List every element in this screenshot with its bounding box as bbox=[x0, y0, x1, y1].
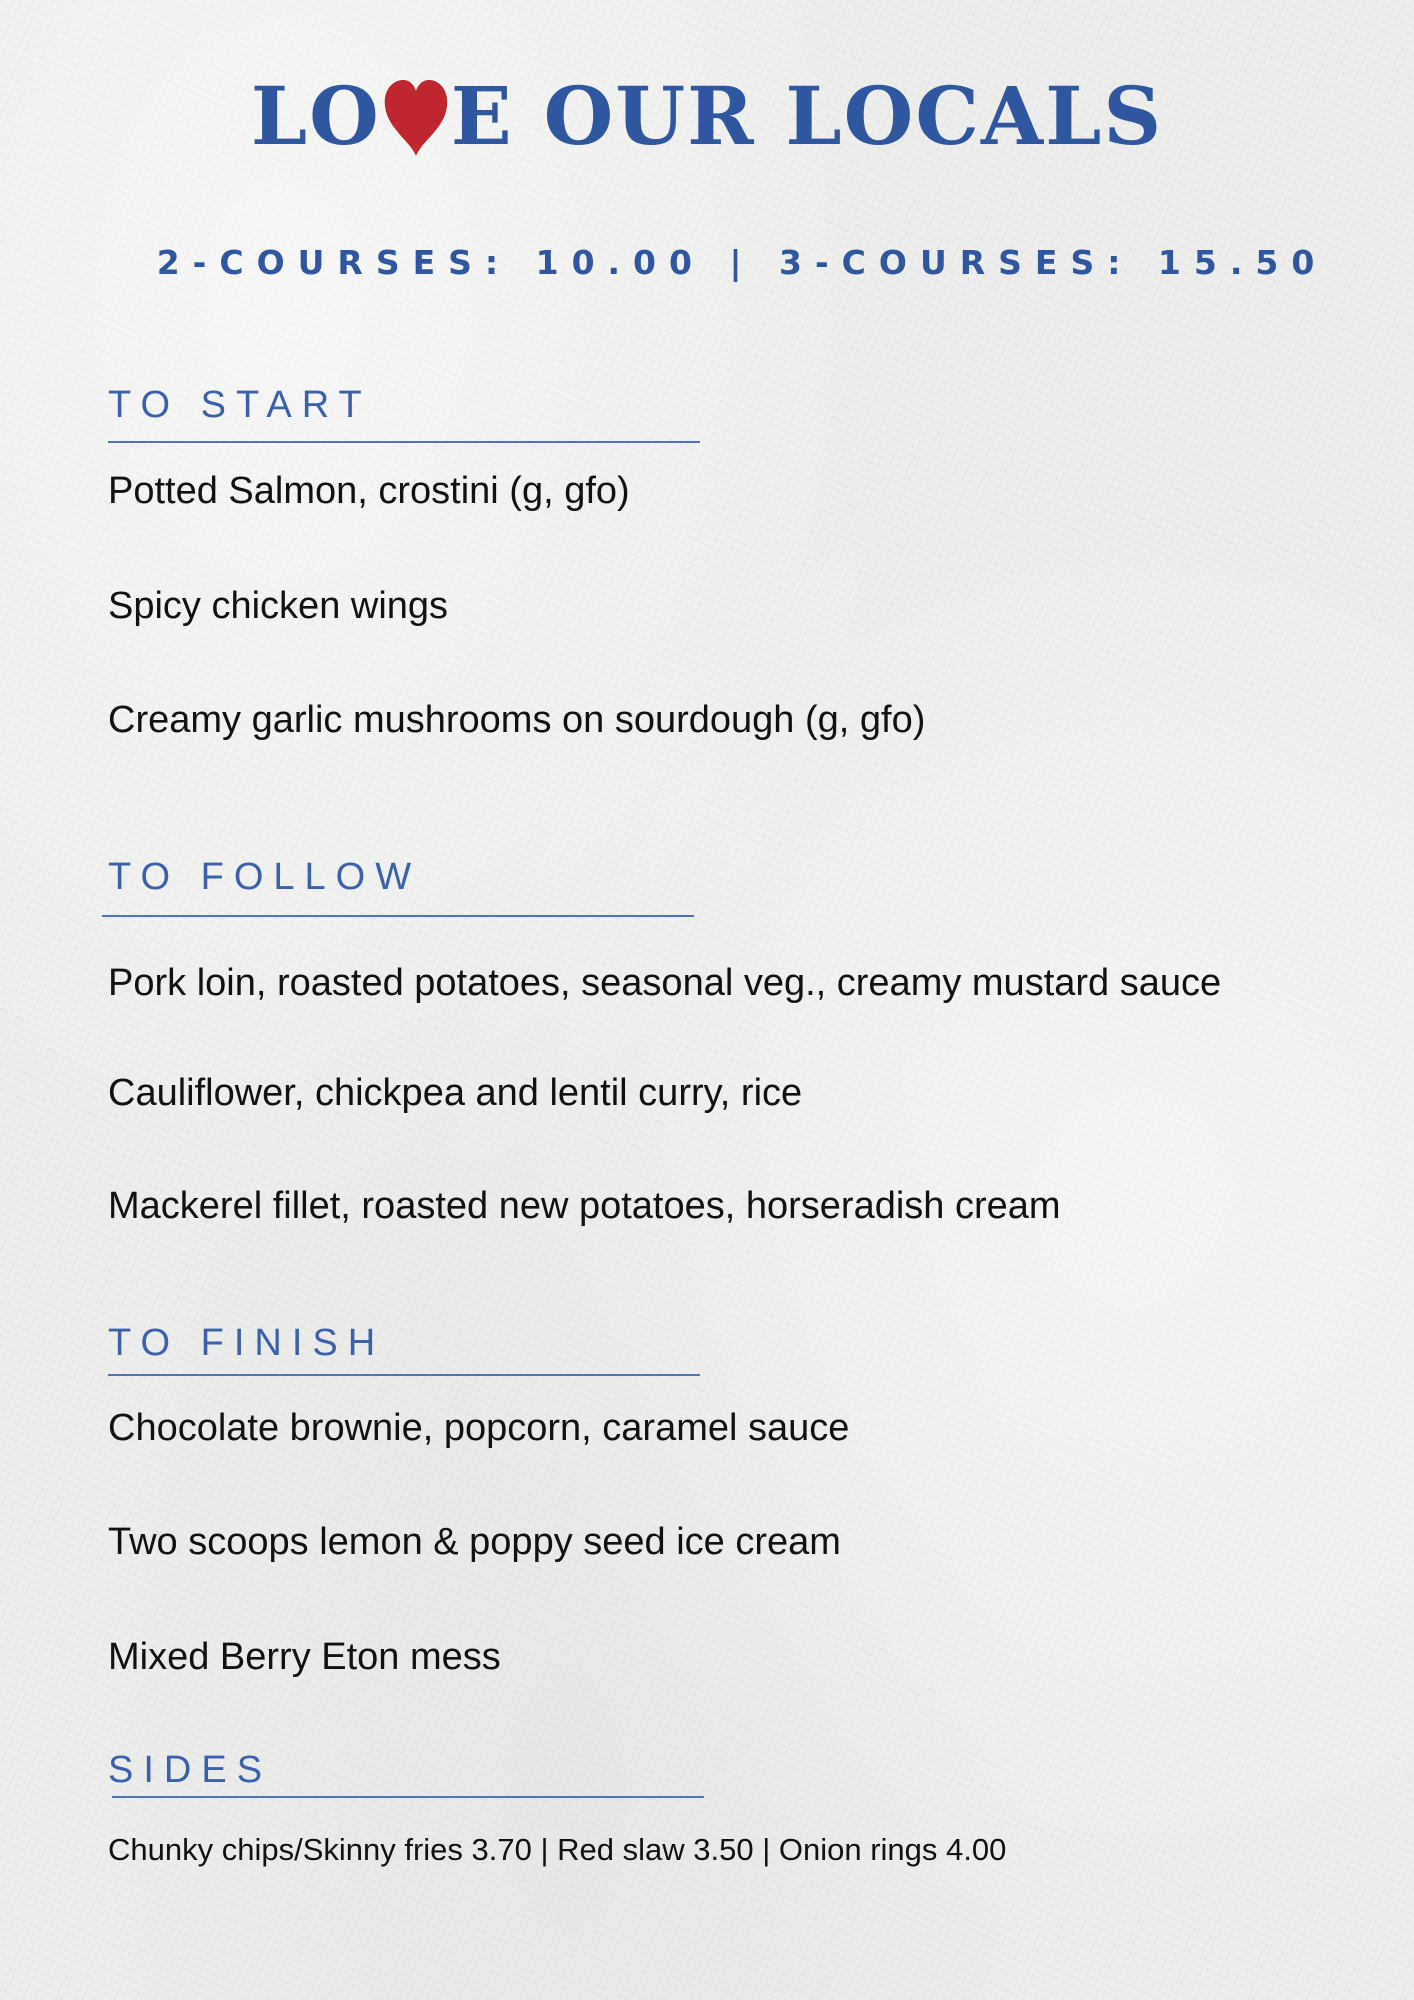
menu-item: Spicy chicken wings bbox=[108, 585, 449, 627]
menu-item: Cauliflower, chickpea and lentil curry, rice bbox=[108, 1072, 803, 1114]
course-prices: 2-COURSES: 10.00 | 3-COURSES: 15.50 bbox=[156, 243, 1328, 282]
menu-item: Two scoops lemon & poppy seed ice cream bbox=[108, 1521, 841, 1563]
menu-title bbox=[0, 66, 1414, 166]
menu-title-part-2: E OUR LOCALS bbox=[450, 69, 1164, 163]
menu-title-part-1: LO bbox=[250, 69, 381, 163]
heart-icon bbox=[383, 78, 449, 158]
menu-item: Mackerel fillet, roasted new potatoes, horseradish cream bbox=[108, 1185, 1061, 1227]
menu-item: Chocolate brownie, popcorn, caramel sauce bbox=[108, 1407, 850, 1449]
sides-list: Chunky chips/Skinny fries 3.70 | Red slaw 3.50 | Onion rings 4.00 bbox=[108, 1832, 1007, 1867]
section-divider bbox=[108, 1374, 700, 1376]
menu-item: Mixed Berry Eton mess bbox=[108, 1636, 501, 1678]
section-heading-to-follow: TO FOLLOW bbox=[108, 856, 422, 898]
section-heading-to-finish: TO FINISH bbox=[108, 1322, 386, 1364]
menu-item: Creamy garlic mushrooms on sourdough (g, gfo) bbox=[108, 699, 926, 741]
section-divider bbox=[112, 1796, 704, 1798]
section-divider bbox=[102, 915, 694, 917]
section-heading-sides: SIDES bbox=[108, 1749, 273, 1791]
section-heading-to-start: TO START bbox=[108, 384, 372, 426]
section-divider bbox=[108, 441, 700, 443]
menu-item: Potted Salmon, crostini (g, gfo) bbox=[108, 470, 630, 512]
menu-item: Pork loin, roasted potatoes, seasonal veg., creamy mustard sauce bbox=[108, 962, 1222, 1004]
